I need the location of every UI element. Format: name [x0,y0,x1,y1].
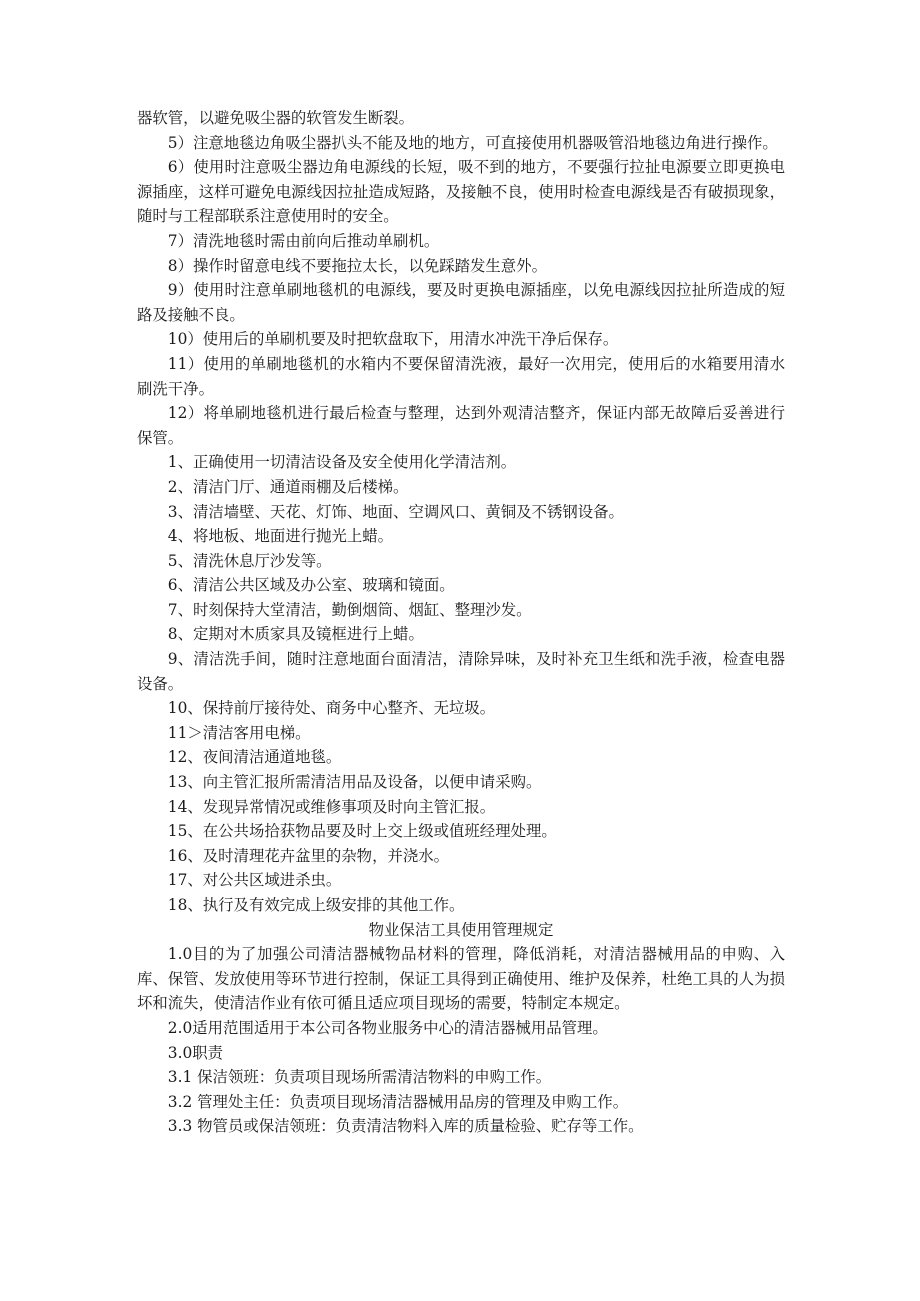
list-item: 2、清洁门厅、通道雨棚及后楼梯。 [167,477,409,496]
list-item: 1、正确使用一切清洁设备及安全使用化学清洁剂。 [167,453,517,472]
paragraph: 3.1 保洁领班：负责项目现场所需清洁物料的申购工作。 [167,1068,552,1087]
list-item: 16、及时清理花卉盆里的杂物，并浇水。 [167,846,450,865]
list-item: 8、定期对木质家具及镜框进行上蜡。 [167,625,424,644]
list-item: 11＞清洁客用电梯。 [167,723,311,742]
list-item: 5、清洗休息厅沙发等。 [167,551,332,570]
list-item: 3、清洁墙壁、天花、灯饰、地面、空调风口、黄铜及不锈钢设备。 [167,502,624,521]
paragraph: 3.0职责 [167,1043,224,1062]
list-item: 10、保持前厅接待处、商务中心整齐、无垃圾。 [167,699,496,718]
list-item: 4、将地板、地面进行抛光上蜡。 [167,527,394,546]
list-item: 13、向主管汇报所需清洁用品及设备，以便申请采购。 [167,773,542,792]
paragraph: 7）清洗地毯时需由前向后推动单刷机。 [167,231,440,250]
list-item: 14、发现异常情况或维修事项及时向主管汇报。 [167,797,496,816]
paragraph: 11）使用的单刷地毯机的水箱内不要保留清洗液，最好一次用完，使用后的水箱要用清水刷洗干净。 [137,354,785,398]
paragraph: 10）使用后的单刷机要及时把软盘取下，用清水冲洗干净后保存。 [167,330,619,349]
paragraph: 9）使用时注意单刷地毯机的电源线，要及时更换电源插座，以免电源线因拉扯所造成的短路及接触不良。 [137,281,785,324]
paragraph: 2.0适用范围适用于本公司各物业服务中心的清洁器械用品管理。 [167,1018,608,1037]
paragraph: 器软管，以避免吸尘器的软管发生断裂。 [137,109,415,127]
paragraph: 6）使用时注意吸尘器边角电源线的长短，吸不到的地方，不要强行拉扯电源要立即更换电源插座，这样可避免电源线因拉扯造成短路，及接触不良，使用时检查电源线是否有破损现象，随时与工程部联系注意使用时的安全。 [137,158,785,226]
section-title: 物业保洁工具使用管理规定 [368,920,554,939]
paragraph: 1.0目的为了加强公司清洁器械物品材料的管理，降低消耗，对清洁器械用品的申购、入库、保管、发放使用等环节进行控制，保证工具得到正确使用、维护及保养，杜绝工具的人为损坏和流失，使清洁作业有依可循且适应项目现场的需要，特制定本规定。 [137,945,785,1013]
paragraph: 12）将单刷地毯机进行最后检查与整理，达到外观清洁整齐，保证内部无故障后妥善进行保管。 [137,404,785,447]
list-item: 6、清洁公共区域及办公室、玻璃和镜面。 [167,576,455,595]
list-item: 17、对公共区域进杀虫。 [167,871,342,890]
document-body [137,106,785,1139]
list-item: 18、执行及有效完成上级安排的其他工作。 [167,896,465,914]
paragraph: 3.3 物管员或保洁领班：负责清洁物料入库的质量检验、贮存等工作。 [167,1117,644,1136]
list-item: 15、在公共场拾获物品要及时上交上级或值班经理处理。 [167,822,557,841]
list-item: 7、时刻保持大堂清洁，勤倒烟筒、烟缸、整理沙发。 [167,600,532,619]
paragraph: 3.2 管理处主任：负责项目现场清洁器械用品房的管理及申购工作。 [167,1092,629,1111]
list-item: 9、清洁洗手间，随时注意地面台面清洁，清除异味，及时补充卫生纸和洗手液，检查电器设备。 [137,650,785,693]
list-item: 12、夜间清洁通道地毯。 [167,748,342,767]
paragraph: 5）注意地毯边角吸尘器扒头不能及地的地方，可直接使用机器吸管沿地毯边角进行操作。 [167,133,778,152]
paragraph: 8）操作时留意电线不要拖拉太长，以免踩踏发生意外。 [167,256,547,275]
